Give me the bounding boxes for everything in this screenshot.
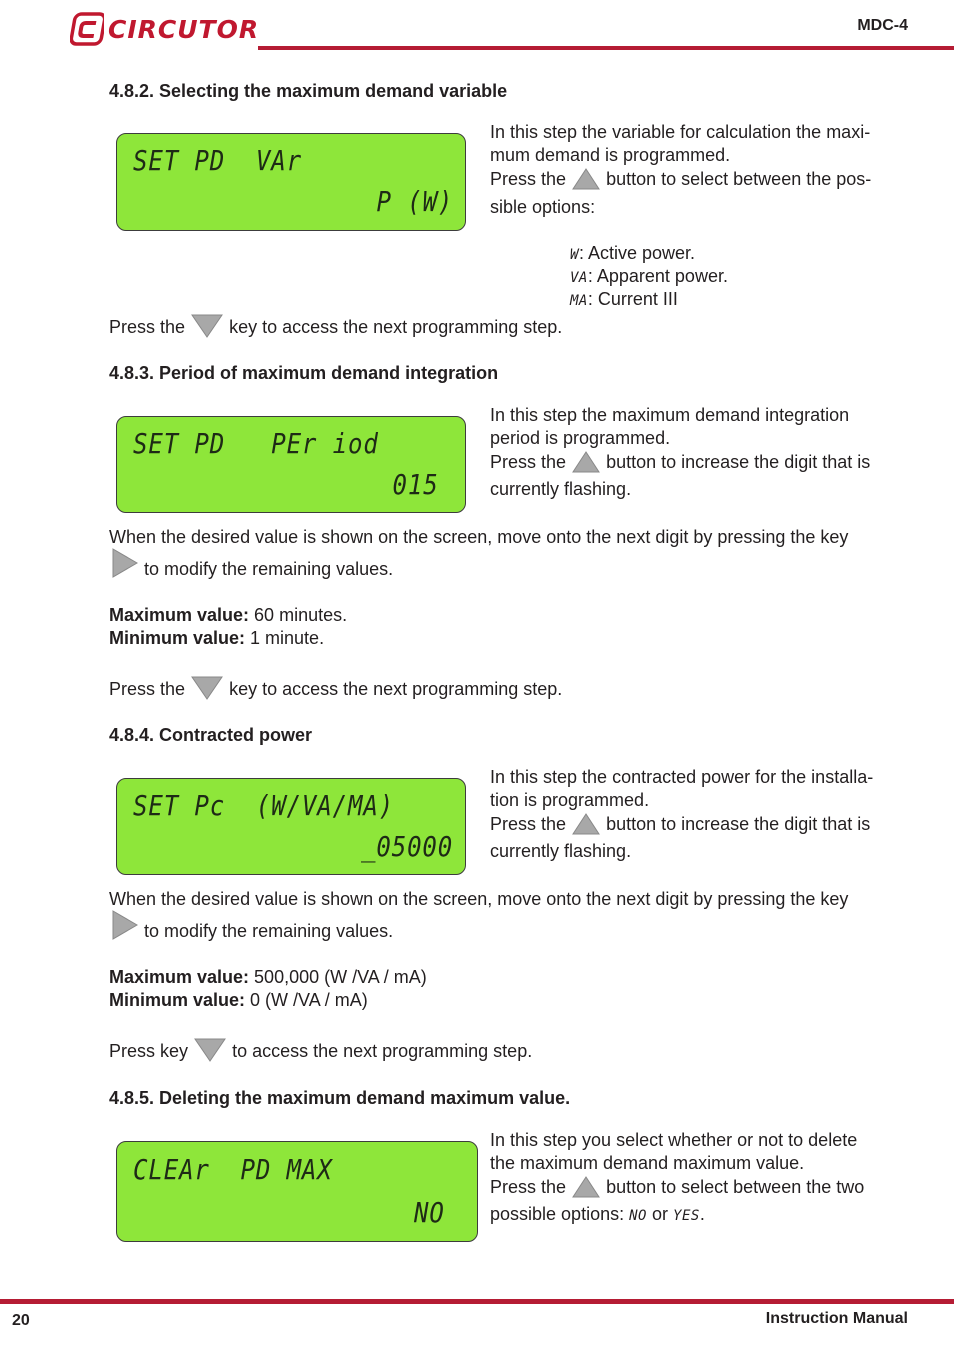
s2-press-text: button to increase the digit that is [606, 452, 871, 472]
option-code: VA [570, 270, 588, 286]
triangle-down-icon [190, 675, 224, 701]
option-text: : Apparent power. [587, 266, 728, 286]
s2-text-line: In this step the maximum demand integration [490, 405, 850, 425]
s3-press-up [490, 812, 910, 836]
s2-text-line: currently flashing. [490, 479, 632, 499]
triangle-up-icon [571, 167, 601, 191]
lcd-line-2: 015 [392, 468, 439, 501]
min-label: Minimum value: [109, 990, 246, 1010]
lcd-display-pd-var [116, 133, 466, 231]
triangle-down-icon [190, 313, 224, 339]
s2-press-up [490, 450, 910, 474]
s3-description [490, 766, 910, 812]
triangle-up-icon [571, 450, 601, 474]
next-text: Press the [109, 317, 186, 337]
s1-press-text: Press the [490, 169, 567, 189]
s4-press-text: Press the [490, 1177, 567, 1197]
lcd-line-1: SET PD PEr iod [133, 427, 379, 460]
min-val: 0 (W /VA / mA) [245, 990, 368, 1010]
s4-text-line: the maximum demand maximum value. [490, 1153, 805, 1173]
s3-min-value [109, 989, 919, 1012]
brand-name: CIRCUTOR [108, 14, 260, 44]
s4-press-up [490, 1175, 910, 1199]
model-name: MDC-4 [857, 17, 908, 34]
section-title-4-8-2: 4.8.2. Selecting the maximum demand variable [109, 81, 508, 101]
s1-press-up [490, 167, 910, 191]
max-label: Maximum value: [109, 605, 250, 625]
max-val: 60 minutes. [249, 605, 348, 625]
max-val: 500,000 (W /VA / mA) [249, 967, 427, 987]
s4-description [490, 1129, 910, 1175]
option-text: : Current III [587, 289, 678, 309]
circutor-logo-icon [70, 12, 104, 46]
s3-text-line: tion is programmed. [490, 790, 650, 810]
lcd-line-2: P (W) [376, 185, 453, 218]
s2-next-step [109, 675, 919, 701]
next-text: key to access the next programming step. [229, 317, 563, 337]
header-rule [258, 46, 954, 50]
section-title-4-8-4: 4.8.4. Contracted power [109, 725, 313, 745]
triangle-right-icon [109, 547, 139, 579]
s1-press-text: button to select between the pos- [606, 169, 872, 189]
s4-press-text: button to select between the two [606, 1177, 865, 1197]
option-text: : Active power. [578, 243, 695, 263]
s3-press-text: button to increase the digit that is [606, 814, 871, 834]
section-title-4-8-5: 4.8.5. Deleting the maximum demand maximum value. [109, 1088, 571, 1108]
s2-when-text: When the desired value is shown on the screen, move onto the next digit by pressing the key [109, 527, 849, 547]
s3-next-step [109, 1037, 919, 1063]
lcd-display-contracted-power [116, 778, 466, 875]
s2-description [490, 404, 910, 450]
option-current [570, 288, 678, 313]
s1-next-step [109, 313, 919, 339]
lcd-line-1: SET PD VAr [133, 144, 302, 177]
s4-text-line: In this step you select whether or not to delete [490, 1130, 858, 1150]
s2-modify-text: to modify the remaining values. [144, 559, 394, 579]
s1-text-line: sible options: [490, 197, 596, 217]
triangle-up-icon [571, 1175, 601, 1199]
option-code: MA [570, 293, 588, 309]
lcd-line-1: SET Pc (W/VA/MA) [133, 789, 395, 822]
s3-text-line: In this step the contracted power for the installa- [490, 767, 874, 787]
s2-max-value [109, 604, 919, 627]
s4-or-text: or [651, 1204, 668, 1224]
triangle-right-icon [109, 909, 139, 941]
s2-min-value [109, 627, 919, 650]
page-number: 20 [12, 1312, 30, 1329]
s2-press-text: Press the [490, 452, 567, 472]
triangle-down-icon [193, 1037, 227, 1063]
s3-press-text: Press the [490, 814, 567, 834]
next-text: Press key [109, 1041, 189, 1061]
s4-end: . [699, 1204, 705, 1224]
min-label: Minimum value: [109, 628, 246, 648]
next-text: Press the [109, 679, 186, 699]
s4-options-line [490, 1203, 910, 1228]
option-code: W [570, 247, 579, 263]
min-val: 1 minute. [245, 628, 325, 648]
lcd-line-2: _05000 [360, 830, 453, 863]
option-yes: YES [673, 1208, 700, 1224]
max-label: Maximum value: [109, 967, 250, 987]
lcd-line-2: NO [414, 1196, 445, 1229]
next-text: to access the next programming step. [232, 1041, 533, 1061]
option-no: NO [629, 1208, 647, 1224]
option-apparent-power [570, 265, 728, 290]
footer-rule [0, 1299, 954, 1304]
s3-modify-text: to modify the remaining values. [144, 921, 394, 941]
footer-doc-title: Instruction Manual [765, 1310, 908, 1327]
section-title-4-8-3: 4.8.3. Period of maximum demand integration [109, 363, 499, 383]
option-active-power [570, 242, 695, 267]
next-text: key to access the next programming step. [229, 679, 563, 699]
s4-options-text: possible options: [490, 1204, 625, 1224]
s1-description [490, 121, 910, 167]
s3-text-line: currently flashing. [490, 841, 632, 861]
s1-text-line: mum demand is programmed. [490, 145, 731, 165]
lcd-line-1: CLEAr PD MAX [133, 1153, 333, 1186]
lcd-display-clear-pd-max [116, 1141, 478, 1242]
s2-modify-line [109, 547, 919, 581]
triangle-up-icon [571, 812, 601, 836]
s3-modify-line [109, 909, 919, 943]
circutor-logo [70, 10, 259, 48]
s3-max-value [109, 966, 919, 989]
s1-text-line: In this step the variable for calculation the maxi- [490, 122, 871, 142]
lcd-display-pd-period [116, 416, 466, 513]
s3-when-text: When the desired value is shown on the screen, move onto the next digit by pressing the key [109, 889, 849, 909]
s2-text-line: period is programmed. [490, 428, 671, 448]
